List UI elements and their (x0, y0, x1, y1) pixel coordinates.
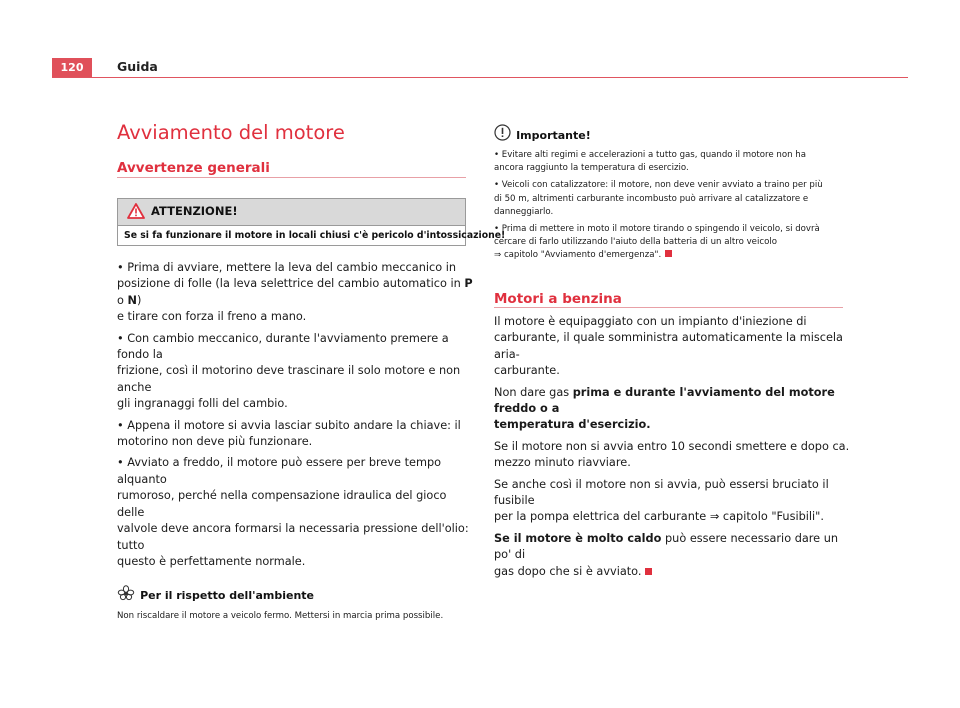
text-line: • Prima di mettere in moto il motore tirando o spingendo il veicolo, si dovrà (494, 224, 820, 235)
reference-arrow: ⇒ (709, 510, 720, 524)
text-line: • Con cambio meccanico, durante l'avviamento premere a fondo la (117, 331, 449, 362)
text-fragment: Non dare gas (494, 385, 573, 399)
paragraph (494, 439, 854, 472)
text-line: rumoroso, perché nella compensazione idraulica del gioco delle (117, 489, 447, 519)
text-line: di 50 m, altrimenti carburante incombusto può arrivare al catalizzatore e (494, 193, 809, 204)
section-title-general: Avvertenze generali (117, 160, 270, 176)
text-line: carburante. (494, 364, 560, 378)
environment-flower-icon (117, 585, 135, 605)
text-fragment: ) (136, 293, 142, 307)
reference-link[interactable]: capitolo "Fusibili". (719, 510, 824, 524)
reference-arrow: ⇒ (494, 250, 502, 261)
text-line: ancora raggiunto la temperatura di esercizio. (494, 163, 689, 174)
text-line: e tirare con forza il freno a mano. (117, 310, 307, 324)
list-item (494, 223, 854, 263)
section-divider (494, 307, 843, 308)
text-line: Se il motore non si avvia entro 10 secondi smettere e dopo ca. (494, 439, 850, 453)
section-divider (117, 177, 466, 178)
list-item (117, 455, 477, 570)
reference-link[interactable]: capitolo "Avviamento d'emergenza". (503, 250, 662, 261)
petrol-instructions (494, 314, 854, 585)
text-fragment: o (117, 293, 128, 307)
text-line: • Avviato a freddo, il motore può essere per breve tempo alquanto (117, 456, 442, 486)
general-instructions (117, 260, 477, 627)
page-title: Avviamento del motore (117, 121, 345, 144)
environment-note (117, 584, 477, 623)
list-item (117, 331, 477, 413)
list-item (117, 418, 477, 451)
emphasis-text: prima e durante l'avviamento del motore freddo o a (494, 385, 835, 416)
text-line: mezzo minuto riavviare. (494, 456, 631, 470)
list-item (117, 260, 477, 326)
list-item (494, 149, 854, 175)
text-line: carburante, il quale somministra automaticamente la miscela aria- (494, 331, 843, 361)
header-divider (52, 77, 908, 78)
text-line: Il motore è equipaggiato con un impianto d'iniezione di (494, 315, 807, 328)
warning-triangle-icon (127, 203, 145, 219)
text-line: gas dopo che si è avviato. (494, 564, 642, 578)
text-line: motorino non deve più funzionare. (117, 435, 313, 449)
text-fragment: può essere necessario dare un po' di (494, 531, 839, 562)
text-fragment: per la pompa elettrica del carburante (494, 510, 710, 524)
warning-header (118, 199, 465, 226)
header-section-title: Guida (117, 59, 158, 74)
warning-text: Se si fa funzionare il motore in locali chiusi c'è pericolo d'intossicazione! (124, 230, 506, 241)
text-line: valvole deve ancora formarsi la necessaria pressione dell'olio: tutto (117, 522, 469, 552)
text-line: • Veicoli con catalizzatore: il motore, non deve venir avviato a traino per più (494, 180, 823, 191)
important-note (494, 124, 854, 267)
environment-text: Non riscaldare il motore a veicolo fermo. Mettersi in marcia prima possibile. (117, 610, 444, 621)
gear-position-n: N (127, 293, 137, 307)
emphasis-text: Se il motore è molto caldo (494, 531, 662, 545)
important-exclamation-icon (494, 124, 511, 145)
warning-box (117, 198, 506, 246)
end-marker-icon (645, 568, 652, 575)
paragraph (494, 477, 854, 526)
text-line: • Prima di avviare, mettere la leva del cambio meccanico in (117, 261, 457, 274)
gear-position-p: P (464, 277, 473, 291)
paragraph (494, 385, 854, 434)
text-line: • Evitare alti regimi e accelerazioni a tutto gas, quando il motore non ha (494, 150, 807, 160)
text-line: Se anche così il motore non si avvia, può essersi bruciato il fusibile (494, 477, 829, 508)
text-line: gli ingranaggi folli del cambio. (117, 397, 288, 411)
warning-title: ATTENZIONE! (151, 204, 238, 218)
text-line: posizione di folle (la leva selettrice del cambio automatico in (117, 277, 465, 291)
text-line: danneggiarlo. (494, 206, 554, 217)
emphasis-text: temperatura d'esercizio. (494, 418, 651, 432)
environment-title: Per il rispetto dell'ambiente (140, 589, 315, 603)
section-title-petrol: Motori a benzina (494, 291, 622, 307)
list-item (494, 179, 854, 219)
text-line: • Appena il motore si avvia lasciar subito andare la chiave: il (117, 418, 461, 432)
text-line: frizione, così il motorino deve trascinare il solo motore e non anche (117, 364, 461, 394)
paragraph (494, 531, 854, 580)
text-line: questo è perfettamente normale. (117, 554, 306, 568)
important-title: Importante! (516, 129, 591, 142)
paragraph (494, 314, 854, 380)
page-number: 120 (52, 58, 92, 78)
end-marker-icon (665, 250, 672, 257)
text-line: cercare di farlo utilizzando l'aiuto della batteria di un altro veicolo (494, 237, 777, 248)
